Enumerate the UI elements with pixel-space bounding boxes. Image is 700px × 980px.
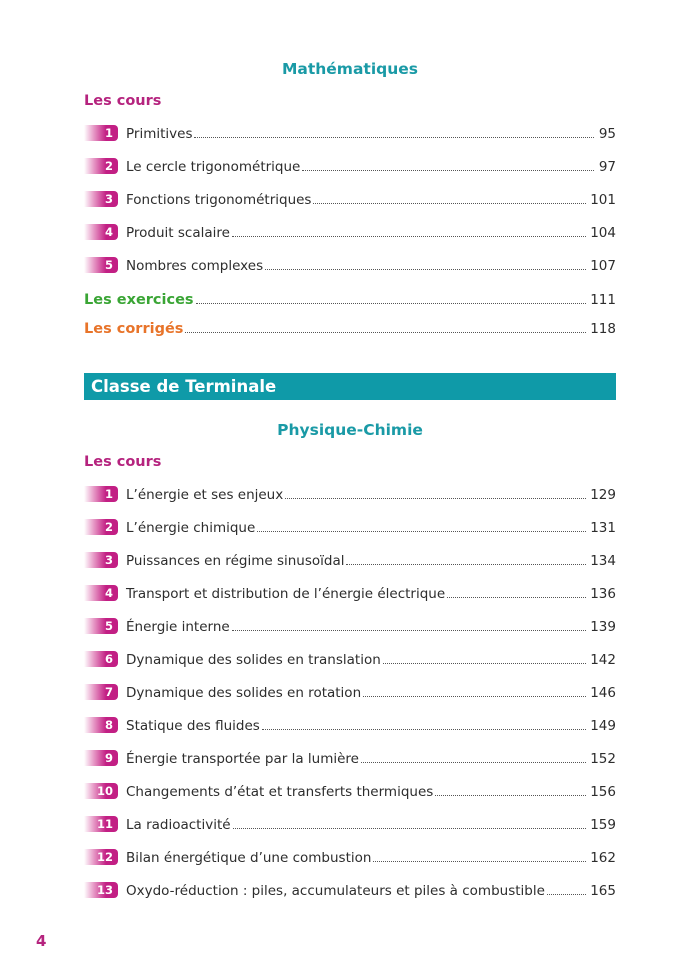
section-label-cours-math: Les cours (84, 93, 162, 109)
page-number: 159 (590, 817, 616, 833)
toc-entry-math-corriges[interactable] (84, 317, 616, 337)
dot-leader (194, 136, 594, 138)
toc-entry-physique-4[interactable] (84, 582, 616, 602)
toc-entry-math-1[interactable] (84, 122, 616, 142)
chapter-number-badge: 4 (84, 224, 118, 240)
toc-entry-physique-3[interactable] (84, 549, 616, 569)
chapter-number-badge: 4 (84, 585, 118, 601)
page-number: 134 (590, 553, 616, 569)
entry-title: Produit scalaire (126, 225, 230, 241)
entry-title: Énergie interne (126, 619, 230, 635)
dot-leader (373, 860, 586, 862)
dot-leader (232, 629, 587, 631)
dot-leader (346, 563, 586, 565)
chapter-number-badge: 11 (84, 816, 118, 832)
chapter-number-badge: 13 (84, 882, 118, 898)
dot-leader (447, 596, 586, 598)
entry-title: Puissances en régime sinusoïdal (126, 553, 345, 569)
entry-title: La radioactivité (126, 817, 231, 833)
chapter-number-badge: 1 (84, 486, 118, 502)
entry-title: Bilan énergétique d’une combustion (126, 850, 372, 866)
toc-entry-math-3[interactable] (84, 188, 616, 208)
dot-leader (232, 235, 586, 237)
dot-leader (383, 662, 586, 664)
toc-entry-math-exercices[interactable] (84, 288, 616, 308)
section-label-cours-physique: Les cours (84, 454, 162, 470)
dot-leader (285, 497, 586, 499)
toc-entry-physique-2[interactable] (84, 516, 616, 536)
chapter-number-badge: 9 (84, 750, 118, 766)
page-number: 131 (590, 520, 616, 536)
chapter-number-badge: 12 (84, 849, 118, 865)
page-number: 142 (590, 652, 616, 668)
entry-title: Statique des fluides (126, 718, 260, 734)
toc-entry-physique-13[interactable] (84, 879, 616, 899)
toc-entry-physique-9[interactable] (84, 747, 616, 767)
entry-title: Nombres complexes (126, 258, 264, 274)
entry-title: Énergie transportée par la lumière (126, 751, 359, 767)
corriges-label: Les corrigés (84, 321, 184, 337)
page-number: 104 (590, 225, 616, 241)
chapter-number-badge: 8 (84, 717, 118, 733)
page-number: 107 (590, 258, 616, 274)
toc-entry-physique-7[interactable] (84, 681, 616, 701)
page-number: 156 (590, 784, 616, 800)
page-number: 111 (590, 292, 616, 308)
chapter-number-badge: 7 (84, 684, 118, 700)
chapter-number-badge: 6 (84, 651, 118, 667)
page-number: 146 (590, 685, 616, 701)
page-number: 97 (598, 159, 616, 175)
entry-title: Le cercle trigonométrique (126, 159, 301, 175)
page-number: 118 (590, 321, 616, 337)
chapter-number-badge: 10 (84, 783, 118, 799)
dot-leader (313, 202, 586, 204)
page-number: 136 (590, 586, 616, 602)
entry-title: Fonctions trigonométriques (126, 192, 312, 208)
chapter-number-badge: 3 (84, 191, 118, 207)
entry-title: L’énergie chimique (126, 520, 256, 536)
dot-leader (361, 761, 586, 763)
chapter-number-badge: 2 (84, 158, 118, 174)
dot-leader (547, 893, 586, 895)
chapter-number-badge: 3 (84, 552, 118, 568)
chapter-number-badge: 1 (84, 125, 118, 141)
toc-entry-physique-1[interactable] (84, 483, 616, 503)
page-number: 101 (590, 192, 616, 208)
toc-entry-physique-6[interactable] (84, 648, 616, 668)
page-number: 95 (598, 126, 616, 142)
page-number: 139 (590, 619, 616, 635)
toc-entry-physique-10[interactable] (84, 780, 616, 800)
page-number: 165 (590, 883, 616, 899)
chapter-number-badge: 5 (84, 618, 118, 634)
toc-entry-physique-5[interactable] (84, 615, 616, 635)
toc-entry-math-2[interactable] (84, 155, 616, 175)
dot-leader (262, 728, 586, 730)
toc-entry-physique-11[interactable] (84, 813, 616, 833)
page-number: 149 (590, 718, 616, 734)
chapter-number-badge: 2 (84, 519, 118, 535)
entry-title: L’énergie et ses enjeux (126, 487, 284, 503)
subject-title-math: Mathématiques (281, 60, 419, 78)
entry-title: Dynamique des solides en translation (126, 652, 381, 668)
dot-leader (185, 331, 586, 333)
dot-leader (435, 794, 586, 796)
folio-page-number: 4 (36, 932, 47, 950)
dot-leader (196, 302, 587, 304)
toc-entry-physique-8[interactable] (84, 714, 616, 734)
dot-leader (265, 268, 586, 270)
page-number: 162 (590, 850, 616, 866)
dot-leader (302, 169, 594, 171)
page-number: 152 (590, 751, 616, 767)
chapter-number-badge: 5 (84, 257, 118, 273)
dot-leader (257, 530, 586, 532)
entry-title: Primitives (126, 126, 193, 142)
subject-title-physique: Physique-Chimie (277, 421, 423, 439)
toc-entry-math-5[interactable] (84, 254, 616, 274)
entry-title: Dynamique des solides en rotation (126, 685, 362, 701)
class-banner: Classe de Terminale (84, 373, 616, 400)
entry-title: Changements d’état et transferts thermiques (126, 784, 434, 800)
toc-entry-physique-12[interactable] (84, 846, 616, 866)
page-number: 129 (590, 487, 616, 503)
exercices-label: Les exercices (84, 292, 194, 308)
entry-title: Transport et distribution de l’énergie électrique (126, 586, 446, 602)
dot-leader (233, 827, 587, 829)
entry-title: Oxydo-réduction : piles, accumulateurs et piles à combustible (126, 883, 545, 899)
toc-entry-math-4[interactable] (84, 221, 616, 241)
dot-leader (363, 695, 586, 697)
